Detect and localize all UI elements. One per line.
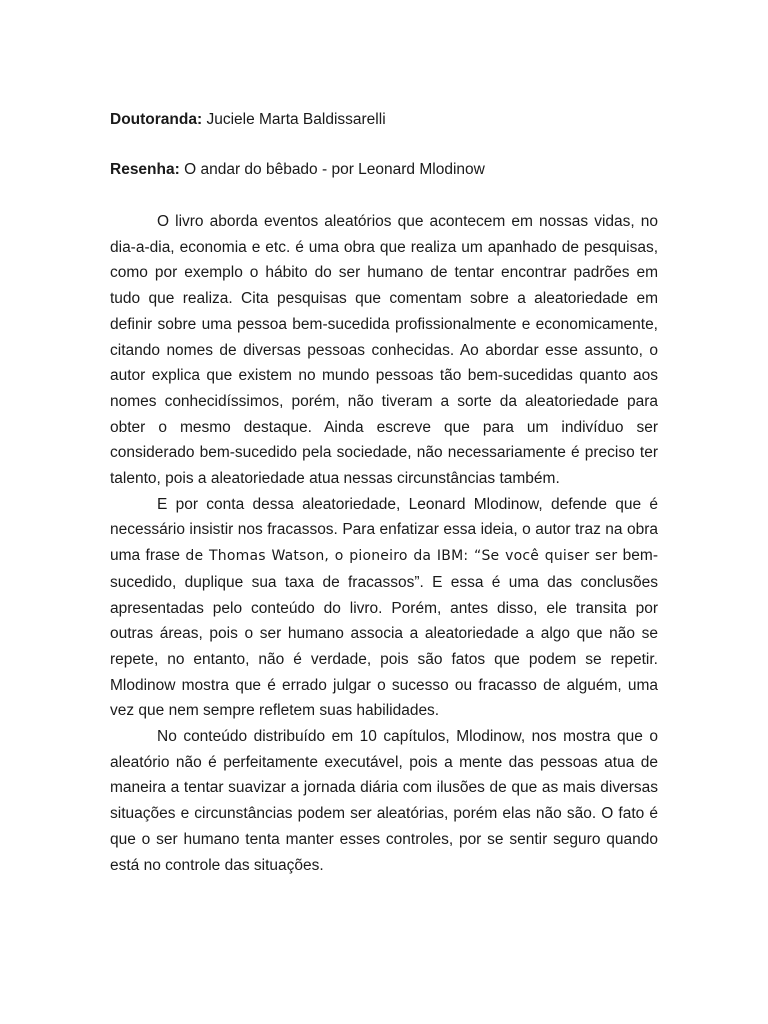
author-name: Juciele Marta Baldissarelli — [206, 111, 386, 128]
review-title: O andar do bêbado - por Leonard Mlodinow — [184, 161, 485, 178]
author-line — [110, 110, 386, 130]
author-label: Doutoranda: — [110, 111, 203, 128]
paragraph-3: No conteúdo distribuído em 10 capítulos, Mlodinow, nos mostra que o aleatório não é perfeitamente executável, pois a mente das pessoas atua de maneira a tentar suavizar a jornada diária com ilusões de que as mais diversas situações e circunstâncias podem ser aleatórias, porém elas não são. O fato é que o ser humano tenta manter esses controles, por se sentir seguro quando está no controle das situações. — [110, 728, 658, 874]
paragraph-2-rest: bem-sucedido, duplique sua taxa de fracassos”. E essa é uma das conclusões apresentadas pelo conteúdo do livro. Porém, antes disso, ele transita por outras áreas, pois o ser humano associa a aleatoriedade a algo que não se repete, no entanto, não é verdade, pois são fatos que podem se repetir. Mlodinow mostra que é errado julgar o sucesso ou fracasso de alguém, uma vez que nem sempre refletem suas habilidades. — [110, 547, 658, 720]
watson-quote: de Thomas Watson, o pioneiro da IBM: “Se você quiser ser — [185, 548, 618, 565]
paragraph-2 — [110, 492, 658, 724]
review-body — [110, 209, 658, 878]
review-label: Resenha: — [110, 161, 180, 178]
paragraph-1: O livro aborda eventos aleatórios que acontecem em nossas vidas, no dia-a-dia, economia e etc. é uma obra que realiza um apanhado de pesquisas, como por exemplo o hábito do ser humano de tentar encontrar padrões em tudo que realiza. Cita pesquisas que comentam sobre a aleatoriedade em definir sobre uma pessoa bem-sucedida profissionalmente e economicamente, citando nomes de diversas pessoas conhecidas. Ao abordar esse assunto, o autor explica que existem no mundo pessoas tão bem-sucedidas quanto aos nomes conhecidíssimos, porém, não tiveram a sorte da aleatoriedade para obter o mesmo destaque. Ainda escreve que para um indivíduo ser considerado bem-sucedido pela sociedade, não necessariamente é preciso ter talento, pois a aleatoriedade atua nessas circunstâncias também. — [110, 213, 658, 488]
review-line — [110, 160, 485, 180]
paragraph-2-intro: E por conta dessa aleatoriedade, Leonard Mlodinow, defende que é necessário insistir nos fracassos. Para enfatizar essa ideia, o autor traz na obra uma frase — [110, 495, 658, 565]
